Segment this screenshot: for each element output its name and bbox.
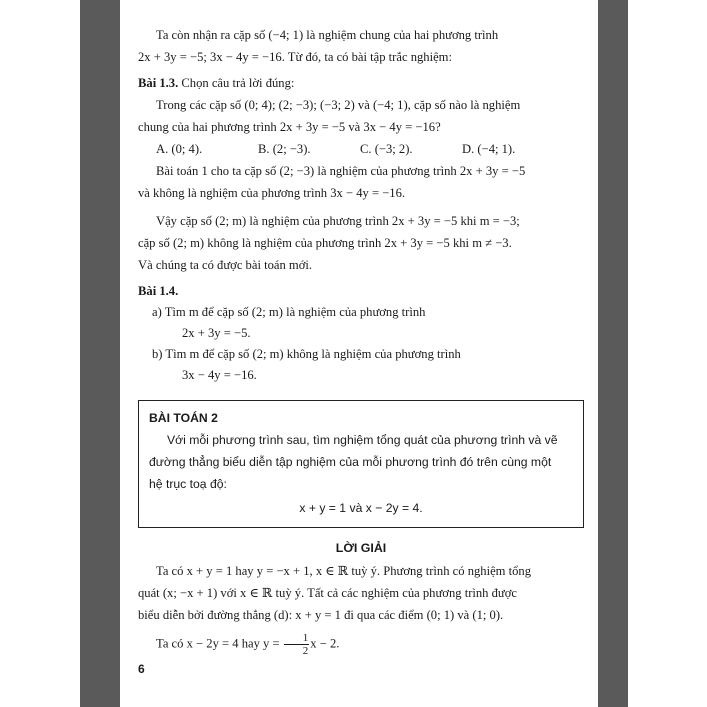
intro-line-2: 2x + 3y = −5; 3x − 4y = −16. Từ đó, ta có bài tập trắc nghiệm: — [138, 50, 452, 64]
paragraph-1-line-2: và không là nghiệm của phương trình 3x − 4y = −16. — [138, 186, 406, 200]
exercise-1-3-instruction: Chọn câu trả lời đúng: — [181, 76, 295, 90]
exercise-1-3-question-line-1: Trong các cặp số (0; 4); (2; −3); (−3; 2) và (−4; 1), cặp số nào là nghiệm — [156, 98, 521, 112]
book-page — [120, 0, 598, 707]
exercise-1-3-label: Bài 1.3. — [138, 76, 179, 90]
exercise-1-3-question-line-2: chung của hai phương trình 2x + 3y = −5 và 3x − 4y = −16? — [138, 120, 441, 134]
exercise-1-4-part-a: a) Tìm m để cặp số (2; m) là nghiệm của phương trình — [152, 305, 426, 319]
intro-line-1: Ta còn nhận ra cặp số (−4; 1) là nghiệm chung của hai phương trình — [156, 28, 499, 42]
scan-margin-right — [598, 0, 628, 707]
problem-2-title: BÀI TOÁN 2 — [149, 411, 218, 425]
solution-line-1: Ta có x + y = 1 hay y = −x + 1, x ∈ ℝ tuỳ ý. Phương trình có nghiệm tổng — [156, 564, 532, 578]
scan-margin-left — [80, 0, 120, 707]
solution-line-3: biểu diễn bởi đường thẳng (d): x + y = 1 đi qua các điểm (0; 1) và (1; 0). — [138, 608, 504, 622]
fraction-one-half — [284, 632, 310, 657]
solution-title: LỜI GIẢI — [335, 541, 387, 555]
solution-line-4 — [138, 632, 584, 657]
exercise-1-4-label: Bài 1.4. — [138, 284, 179, 298]
exercise-1-4-part-a-equation: 2x + 3y = −5. — [182, 326, 251, 340]
solution-line-4-prefix: Ta có x − 2y = 4 hay y = — [156, 636, 283, 651]
problem-2-line-1: Với mỗi phương trình sau, tìm nghiệm tổng quát của phương trình và vẽ — [167, 433, 558, 447]
fraction-numerator: 1 — [284, 632, 310, 645]
page-number: 6 — [138, 662, 145, 676]
problem-2-line-3: hệ trục toạ độ: — [149, 477, 227, 491]
paragraph-2-line-2: cặp số (2; m) không là nghiệm của phương trình 2x + 3y = −5 khi m ≠ −3. — [138, 236, 512, 250]
option-d: D. (−4; 1). — [462, 142, 516, 156]
problem-2-equations: x + y = 1 và x − 2y = 4. — [299, 501, 423, 515]
exercise-1-4-part-b: b) Tìm m để cặp số (2; m) không là nghiệm của phương trình — [152, 347, 461, 361]
option-b: B. (2; −3). — [258, 142, 311, 156]
solution-line-4-suffix: x − 2. — [310, 636, 340, 651]
solution-line-2: quát (x; −x + 1) với x ∈ ℝ tuỳ ý. Tất cả các nghiệm của phương trình được — [138, 586, 517, 600]
paragraph-1-line-1: Bài toán 1 cho ta cặp số (2; −3) là nghiệm của phương trình 2x + 3y = −5 — [156, 164, 526, 178]
paragraph-2-line-3: Và chúng ta có được bài toán mới. — [138, 258, 313, 272]
exercise-1-3-heading — [138, 72, 584, 94]
paragraph-2-line-1: Vậy cặp số (2; m) là nghiệm của phương trình 2x + 3y = −5 khi m = −3; — [156, 214, 520, 228]
exercise-1-4-part-b-equation: 3x − 4y = −16. — [182, 368, 257, 382]
option-a: A. (0; 4). — [156, 142, 203, 156]
problem-2-box — [138, 400, 584, 528]
option-c: C. (−3; 2). — [360, 142, 413, 156]
fraction-denominator: 2 — [302, 645, 309, 657]
page-content — [138, 24, 584, 657]
exercise-1-3-options — [138, 138, 584, 160]
problem-2-line-2: đường thẳng biểu diễn tập nghiệm của mỗi phương trình đó trên cùng một — [149, 455, 552, 469]
